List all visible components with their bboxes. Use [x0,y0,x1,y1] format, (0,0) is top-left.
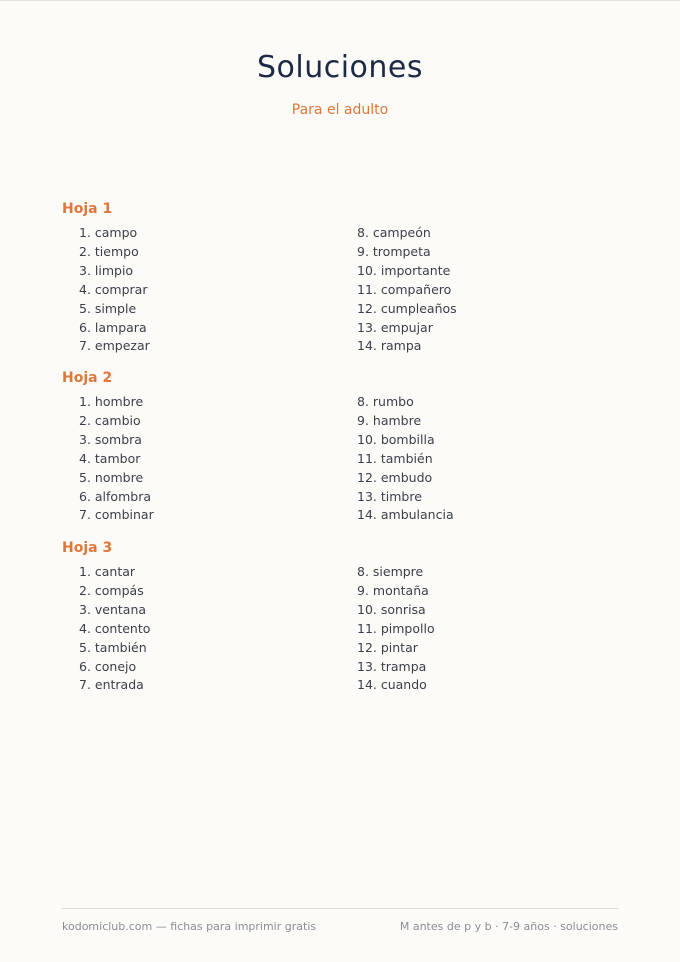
answer-item: 2. cambio [79,412,141,428]
answer-item: 11. pimpollo [357,620,435,636]
answer-item: 13. timbre [357,488,422,504]
answer-item: 10. sonrisa [357,601,426,617]
answer-item: 9. montaña [357,582,429,598]
answer-item: 13. trampa [357,658,427,674]
footer-site-text: kodomiclub.com — fichas para imprimir gratis [62,920,317,933]
answer-item: 3. sombra [79,431,142,447]
answer-item: 3. ventana [79,601,147,617]
answer-item: 7. entrada [79,677,144,693]
section-title: Hoja 1 [62,201,113,217]
answer-item: 8. campeón [357,225,431,240]
answer-item: 5. simple [79,300,137,316]
answer-item: 1. cantar [79,564,136,579]
answer-item: 12. cumpleaños [357,300,457,316]
answer-item: 14. rampa [357,338,422,354]
answer-item: 3. limpio [79,262,134,278]
answer-item: 8. siempre [357,564,424,579]
footer-worksheet-info: M antes de p y b · 7-9 años · soluciones [399,920,618,933]
answer-item: 1. hombre [79,394,144,409]
answer-item: 7. empezar [79,338,150,354]
answer-item: 7. combinar [79,507,154,523]
answer-item: 5. nombre [79,469,144,485]
answer-item: 12. embudo [357,469,433,485]
answer-item: 6. alfombra [79,488,151,504]
answer-item: 2. compás [79,582,144,598]
answer-item: 2. tiempo [79,243,139,259]
answer-item: 10. bombilla [357,431,435,447]
answer-item: 4. comprar [79,281,148,297]
page-title: Soluciones [256,50,424,85]
answer-item: 14. ambulancia [357,507,454,523]
answer-item: 6. lampara [79,319,147,335]
answer-item: 9. hambre [357,412,422,428]
answer-item: 4. contento [79,620,151,636]
top-rule [0,0,680,1]
answer-item: 14. cuando [357,677,427,693]
section-title: Hoja 3 [62,540,113,556]
answer-item: 10. importante [357,262,451,278]
answer-item: 11. también [357,450,433,466]
section-title: Hoja 2 [62,370,113,386]
answer-item: 13. empujar [357,319,433,335]
answer-item: 1. campo [79,225,138,240]
answer-item: 8. rumbo [357,394,414,409]
answer-item: 9. trompeta [357,243,431,259]
page-subtitle: Para el adulto [291,102,389,118]
answer-item: 12. pintar [357,639,418,655]
answer-item: 4. tambor [79,450,141,466]
answer-item: 5. también [79,639,147,655]
answer-item: 11. compañero [357,281,452,297]
footer-rule [62,908,618,909]
answer-item: 6. conejo [79,658,137,674]
